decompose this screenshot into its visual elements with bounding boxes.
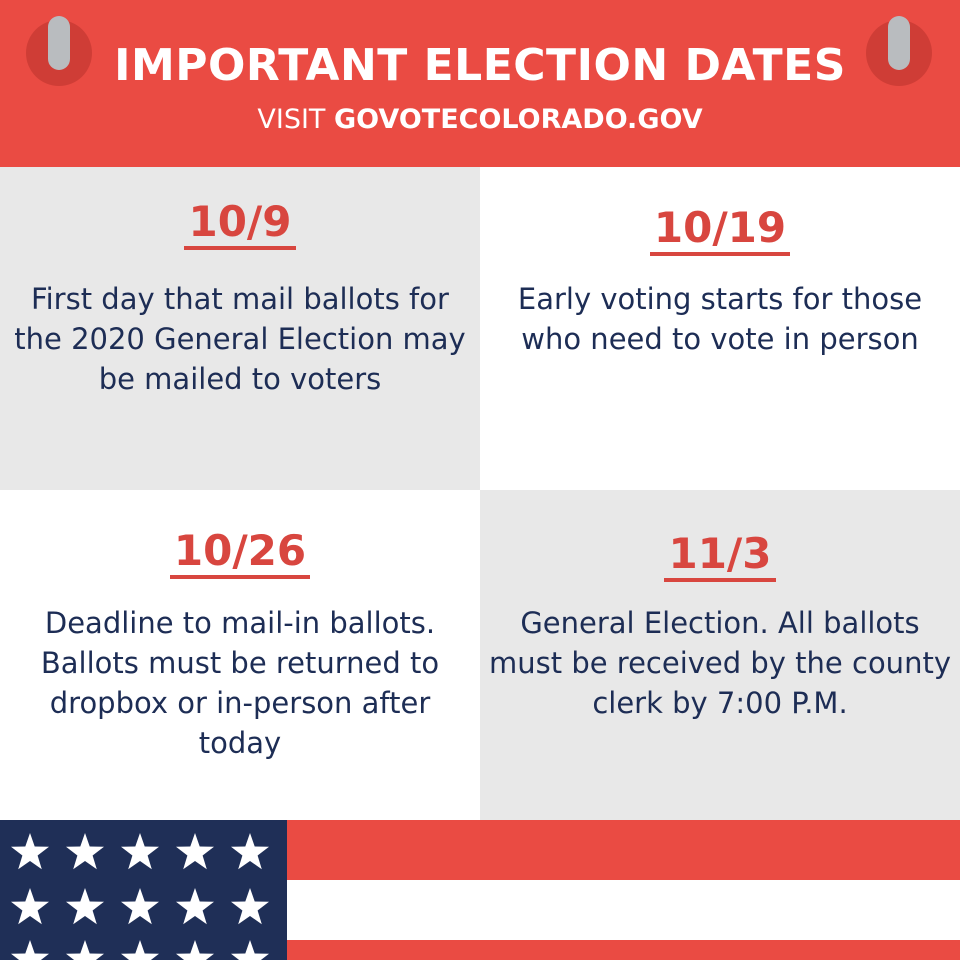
american-flag [0, 820, 960, 960]
date-label: 11/3 [664, 529, 775, 582]
date-card [0, 167, 480, 490]
date-description: General Election. All ballots must be received by the county clerk by 7:00 P.M. [489, 606, 951, 720]
date-card [0, 490, 480, 820]
date-card [480, 490, 960, 820]
date-description: First day that mail ballots for the 2020 General Election may be mailed to voters [14, 282, 466, 396]
page-title: IMPORTANT ELECTION DATES [114, 40, 846, 91]
website-link[interactable]: GOVOTECOLORADO.GOV [334, 104, 703, 135]
date-card [480, 167, 960, 490]
date-description: Early voting starts for those who need to vote in person [517, 282, 923, 356]
header-banner [0, 0, 960, 167]
subtitle-prefix: VISIT [257, 104, 335, 135]
date-label: 10/26 [170, 526, 310, 579]
date-label: 10/19 [650, 203, 790, 256]
flag-canton [0, 820, 287, 960]
date-description: Deadline to mail-in ballots. Ballots must be returned to dropbox or in-person after today [40, 606, 440, 760]
page-subtitle [0, 103, 960, 137]
date-label: 10/9 [184, 197, 295, 250]
